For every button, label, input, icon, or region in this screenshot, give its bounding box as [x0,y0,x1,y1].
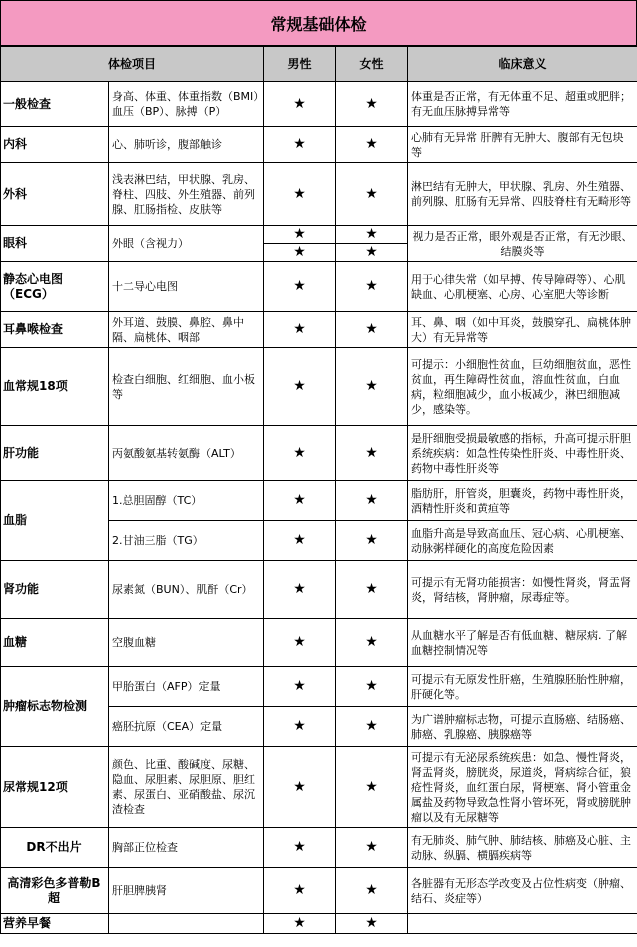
female-star: ★ [336,244,408,262]
female-star: ★ [336,667,408,707]
table-row [1,163,637,226]
male-star: ★ [264,561,336,619]
table-row [1,262,637,312]
category-cell: 静态心电图（ECG） [1,262,109,312]
item-cell: 十二导心电图 [109,262,264,312]
significance-cell: 可提示：小细胞性贫血，巨幼细胞贫血，恶性贫血，再生障碍性贫血，溶血性贫血，白血病，粒细胞减少，血小板减少，淋巴细胞减少，感染等。 [408,348,637,426]
female-star: ★ [336,707,408,747]
male-star: ★ [264,521,336,561]
table-row [1,481,637,521]
item-cell: 2.甘油三脂（TG） [109,521,264,561]
male-star: ★ [264,82,336,127]
female-star: ★ [336,914,408,934]
item-cell: 丙氨酸氨基转氨酶（ALT） [109,426,264,481]
significance-cell [408,914,637,934]
item-cell: 肝胆脾胰肾 [109,868,264,914]
female-star: ★ [336,163,408,226]
item-cell: 心、肺听诊，腹部触诊 [109,127,264,163]
header-item: 体检项目 [1,47,264,82]
significance-cell: 用于心律失常（如早搏、传导障碍等）、心肌缺血、心肌梗塞、心房、心室肥大等诊断 [408,262,637,312]
table-row [1,312,637,348]
checkup-table [0,46,637,934]
page-title: 常规基础体检 [0,0,637,46]
male-star: ★ [264,426,336,481]
significance-cell: 视力是否正常，眼外观是否正常，有无沙眼、结膜炎等 [408,226,637,262]
female-star: ★ [336,747,408,828]
male-star: ★ [264,244,336,262]
female-star: ★ [336,868,408,914]
female-star: ★ [336,619,408,667]
significance-cell: 体重是否正常，有无体重不足、超重或肥胖；有无血压脉搏异常等 [408,82,637,127]
category-cell: 血脂 [1,481,109,561]
male-star: ★ [264,868,336,914]
item-cell: 1.总胆固醇（TC） [109,481,264,521]
female-star: ★ [336,82,408,127]
category-cell: 内科 [1,127,109,163]
table-row [1,82,637,127]
female-star: ★ [336,348,408,426]
female-star: ★ [336,226,408,244]
item-cell: 检查白细胞、红细胞、血小板等 [109,348,264,426]
category-cell: 肾功能 [1,561,109,619]
item-cell: 颜色、比重、酸碱度、尿糖、隐血、尿胆素、尿胆原、胆红素、尿蛋白、亚硝酸盐、尿沉渣检查 [109,747,264,828]
category-cell: 肝功能 [1,426,109,481]
significance-cell: 血脂升高是导致高血压、冠心病、心肌梗塞、动脉粥样硬化的高度危险因素 [408,521,637,561]
item-cell: 外耳道、鼓膜、鼻腔、鼻中隔、扁桃体、咽部 [109,312,264,348]
category-cell: 高清彩色多普勒B超 [1,868,109,914]
table-row [1,226,637,244]
item-cell: 身高、体重、体重指数（BMI）血压（BP）、脉搏（P） [109,82,264,127]
table-row [1,619,637,667]
category-cell: 外科 [1,163,109,226]
male-star: ★ [264,747,336,828]
table-row [1,667,637,707]
male-star: ★ [264,667,336,707]
significance-cell: 是肝细胞受损最敏感的指标，升高可提示肝胆系统疾病：如急性传染性肝炎、中毒性肝炎、药物中毒性肝炎等 [408,426,637,481]
male-star: ★ [264,481,336,521]
male-star: ★ [264,262,336,312]
male-star: ★ [264,828,336,868]
item-cell [109,914,264,934]
category-cell: 血糖 [1,619,109,667]
table-row [1,914,637,934]
male-star: ★ [264,707,336,747]
significance-cell: 耳、鼻、咽（如中耳炎，鼓膜穿孔、扁桃体肿大）有无异常等 [408,312,637,348]
significance-cell: 可提示有无原发性肝癌，生殖腺胚胎性肿瘤，肝硬化等。 [408,667,637,707]
female-star: ★ [336,828,408,868]
category-cell: DR不出片 [1,828,109,868]
item-cell: 甲胎蛋白（AFP）定量 [109,667,264,707]
significance-cell: 为广谱肿瘤标志物，可提示直肠癌、结肠癌、肺癌、乳腺癌、胰腺癌等 [408,707,637,747]
male-star: ★ [264,163,336,226]
item-cell: 空腹血糖 [109,619,264,667]
female-star: ★ [336,312,408,348]
male-star: ★ [264,619,336,667]
table-row [1,868,637,914]
female-star: ★ [336,426,408,481]
item-cell: 浅表淋巴结，甲状腺、乳房、脊柱、四肢、外生殖器、前列腺、肛肠指检、皮肤等 [109,163,264,226]
table-row [1,426,637,481]
header-female: 女性 [336,47,408,82]
male-star: ★ [264,226,336,244]
significance-cell: 心肺有无异常 肝脾有无肿大、腹部有无包块等 [408,127,637,163]
female-star: ★ [336,481,408,521]
header-male: 男性 [264,47,336,82]
significance-cell: 可提示有无肾功能损害：如慢性肾炎，肾盂肾炎，肾结核，肾肿瘤，尿毒症等。 [408,561,637,619]
significance-cell: 淋巴结有无肿大，甲状腺、乳房、外生殖器、前列腺、肛肠有无异常、四肢脊柱有无畸形等 [408,163,637,226]
significance-cell: 有无肺炎、肺气肿、肺结核、肺癌及心脏、主动脉、纵膈、横膈疾病等 [408,828,637,868]
female-star: ★ [336,127,408,163]
header-row [1,47,637,82]
significance-cell: 脂肪肝，肝管炎，胆囊炎，药物中毒性肝炎，酒精性肝炎和黄疸等 [408,481,637,521]
table-row [1,561,637,619]
female-star: ★ [336,262,408,312]
table-row [1,747,637,828]
male-star: ★ [264,914,336,934]
significance-cell: 从血糖水平了解是否有低血糖、糖尿病. 了解血糖控制情况等 [408,619,637,667]
item-cell: 尿素氮（BUN）、肌酐（Cr） [109,561,264,619]
female-star: ★ [336,521,408,561]
category-cell: 耳鼻喉检查 [1,312,109,348]
male-star: ★ [264,348,336,426]
category-cell: 尿常规12项 [1,747,109,828]
item-cell: 胸部正位检查 [109,828,264,868]
male-star: ★ [264,127,336,163]
significance-cell: 可提示有无泌尿系统疾患：如急、慢性肾炎，肾盂肾炎，膀胱炎，尿道炎，肾病综合征，狼疮性肾炎，血红蛋白尿，肾梗塞、肾小管重金属盐及药物导致急性肾小管坏死，肾或膀胱肿瘤以及有无尿糖等 [408,747,637,828]
table-row [1,127,637,163]
header-significance: 临床意义 [408,47,637,82]
category-cell: 一般检查 [1,82,109,127]
female-star: ★ [336,561,408,619]
table-row [1,348,637,426]
category-cell: 营养早餐 [1,914,109,934]
item-cell: 癌胚抗原（CEA）定量 [109,707,264,747]
category-cell: 血常规18项 [1,348,109,426]
significance-cell: 各脏器有无形态学改变及占位性病变（肿瘤、结石、炎症等） [408,868,637,914]
category-cell: 眼科 [1,226,109,262]
item-cell: 外眼（含视力） [109,226,264,262]
male-star: ★ [264,312,336,348]
table-row [1,828,637,868]
category-cell: 肿瘤标志物检测 [1,667,109,747]
